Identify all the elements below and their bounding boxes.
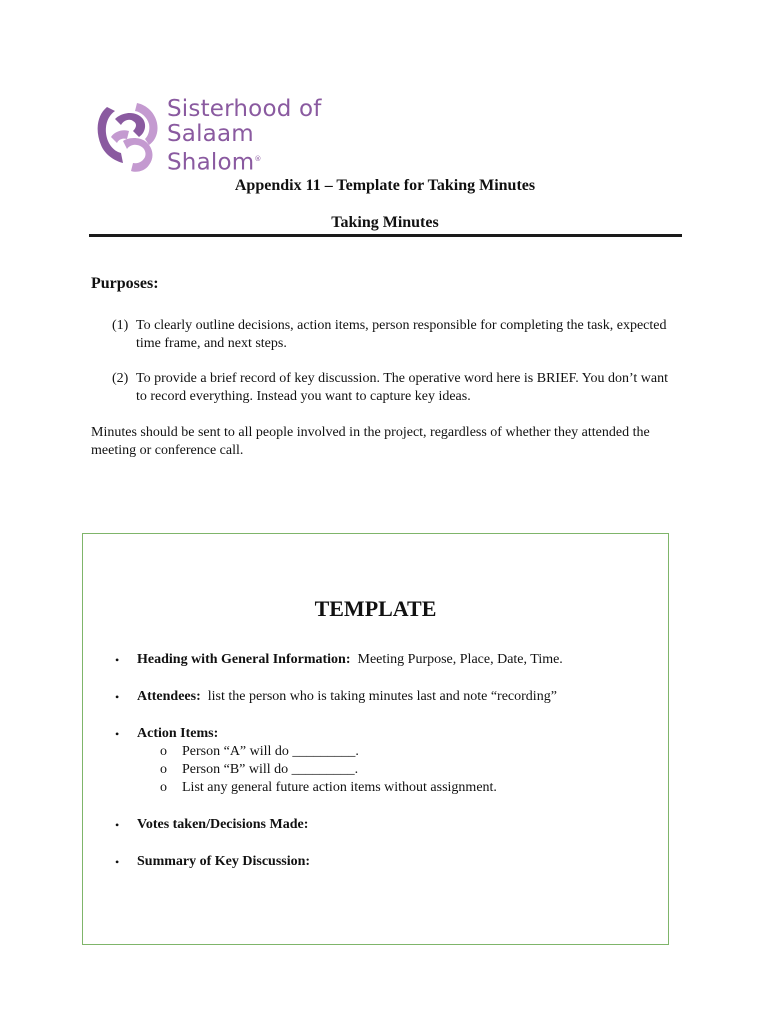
action-subitem: [160, 761, 497, 779]
bullet-text: Meeting Purpose, Place, Date, Time.: [350, 652, 563, 667]
hands-logo-icon: [93, 97, 163, 175]
template-box: [82, 533, 669, 945]
logo: [93, 97, 353, 175]
template-bullet: [115, 816, 655, 834]
purpose-text: To clearly outline decisions, action items, person responsible for completing the task, expected time frame, and next steps.: [136, 318, 667, 351]
distribution-note: Minutes should be sent to all people involved in the project, regardless of whether they attended the meeting or conference call.: [91, 425, 650, 458]
purpose-item: [112, 370, 672, 406]
registered-mark: ®: [254, 154, 262, 163]
purpose-number: (1): [112, 318, 129, 333]
sub-bullet-icon: o: [160, 762, 167, 777]
document-title: Taking Minutes: [331, 214, 439, 231]
logo-line-1: Sisterhood of: [167, 95, 322, 122]
template-bullet: [115, 725, 655, 743]
action-subitem-text: List any general future action items without assignment.: [182, 780, 497, 795]
purpose-item: [112, 317, 672, 353]
bullet-label: Attendees:: [137, 689, 201, 704]
bullet-icon: •: [115, 727, 120, 741]
appendix-title: Appendix 11 – Template for Taking Minutes: [234, 177, 536, 194]
bullet-label: Summary of Key Discussion:: [137, 854, 311, 869]
sub-bullet-icon: o: [160, 780, 167, 795]
bullet-icon: •: [115, 855, 120, 869]
bullet-icon: •: [115, 818, 120, 832]
template-bullet: [115, 651, 655, 669]
action-subitem-text: Person “A” will do _________.: [182, 744, 359, 759]
template-bullet: [115, 688, 655, 706]
purpose-text: To provide a brief record of key discussion. The operative word here is BRIEF. You don’t want to record everything. Instead you want to capture key ideas.: [136, 371, 668, 404]
logo-line-2: Salaam Shalom: [167, 120, 255, 176]
bullet-icon: •: [115, 653, 120, 667]
purposes-heading: Purposes:: [91, 275, 159, 292]
action-subitem: [160, 743, 497, 761]
sub-bullet-icon: o: [160, 744, 167, 759]
bullet-label: Action Items:: [137, 726, 219, 741]
bullet-icon: •: [115, 690, 120, 704]
logo-wordmark: [167, 97, 353, 176]
action-subitem-text: Person “B” will do _________.: [182, 762, 359, 777]
template-heading: TEMPLATE: [314, 596, 437, 621]
title-rule: [89, 234, 682, 237]
action-subitems: [160, 743, 497, 797]
bullet-label: Heading with General Information:: [137, 652, 351, 667]
bullet-label: Votes taken/Decisions Made:: [137, 817, 309, 832]
action-subitem: [160, 779, 497, 797]
bullet-text: list the person who is taking minutes last and note “recording”: [200, 689, 557, 704]
template-bullet: [115, 853, 655, 871]
purpose-number: (2): [112, 371, 129, 386]
